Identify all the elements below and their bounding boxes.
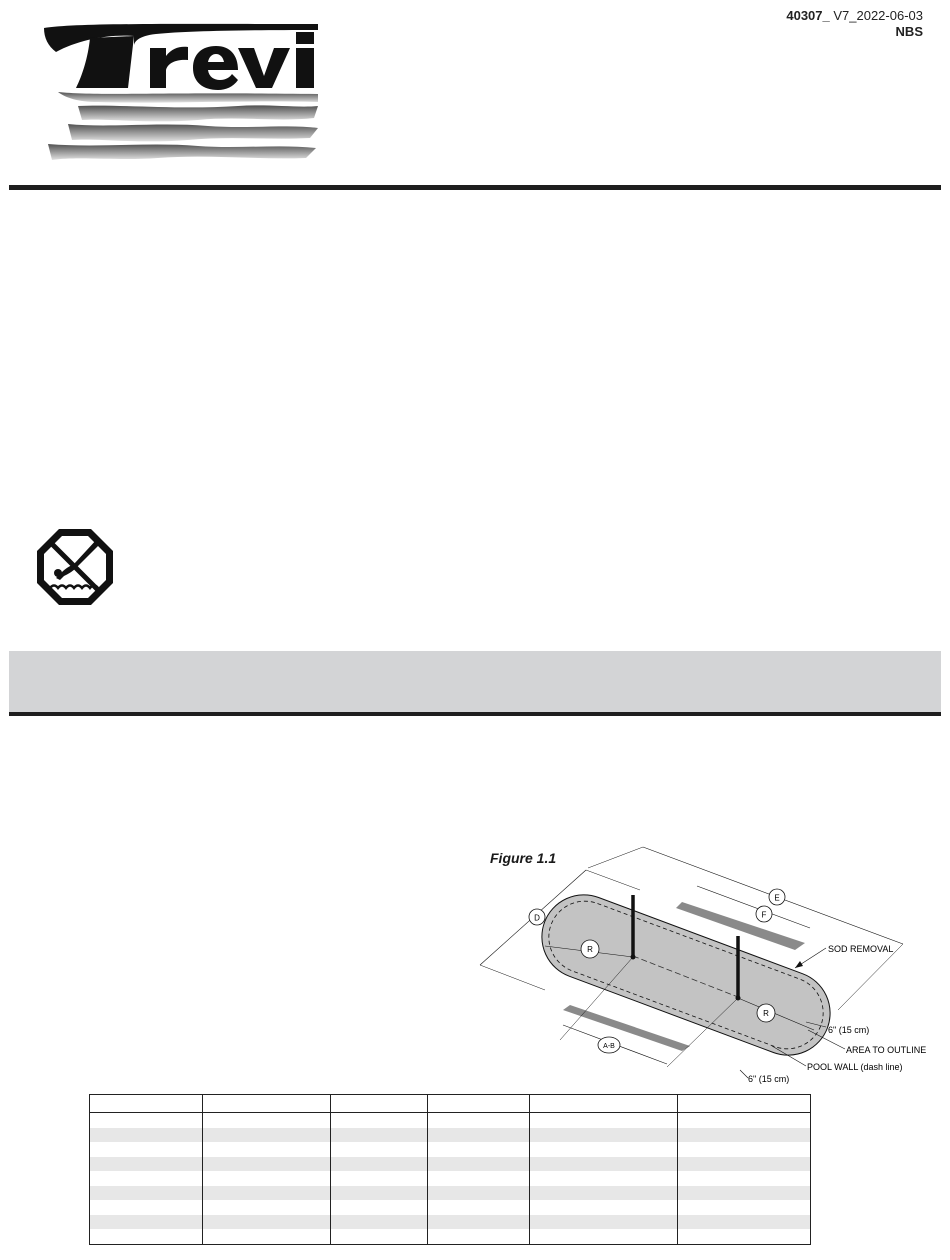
table-row	[90, 1215, 811, 1230]
table-header-cell	[428, 1095, 530, 1113]
table-header-cell	[678, 1095, 811, 1113]
header-rule	[9, 185, 941, 190]
table-row	[90, 1229, 811, 1244]
label-sod-removal: SOD REMOVAL	[828, 944, 894, 954]
table-header-row	[90, 1095, 811, 1113]
doc-version: V7_2022-06-03	[829, 8, 923, 23]
table-header-cell	[530, 1095, 678, 1113]
section-band	[9, 651, 941, 712]
label-pool-wall: POOL WALL (dash line)	[807, 1062, 903, 1072]
no-diving-icon	[36, 528, 114, 606]
table-header-cell	[331, 1095, 428, 1113]
table-row	[90, 1171, 811, 1186]
table-header-cell	[203, 1095, 331, 1113]
label-d: D	[534, 913, 540, 923]
doc-number: 40307_	[786, 8, 830, 23]
figure-title: Figure 1.1	[490, 850, 557, 866]
pool-layout-diagram	[470, 838, 935, 1093]
label-offset-right: 6" (15 cm)	[828, 1025, 870, 1035]
table-row	[90, 1157, 811, 1172]
spec-table	[89, 1094, 811, 1245]
label-f: F	[761, 910, 767, 920]
section-rule	[9, 712, 941, 716]
label-r2: R	[763, 1009, 769, 1018]
label-offset-bottom: 6" (15 cm)	[748, 1074, 790, 1084]
label-e: E	[774, 893, 780, 903]
document-code	[786, 8, 923, 40]
label-ab: A-B	[603, 1043, 615, 1050]
label-area-to-outline: AREA TO OUTLINE	[846, 1045, 927, 1055]
table-row	[90, 1186, 811, 1201]
table-row	[90, 1200, 811, 1215]
table-row	[90, 1128, 811, 1143]
table-row	[90, 1113, 811, 1128]
doc-subcode: NBS	[895, 24, 923, 39]
table-row	[90, 1142, 811, 1157]
table-header-cell	[90, 1095, 203, 1113]
label-r1: R	[587, 945, 593, 954]
trevi-logo	[38, 18, 328, 168]
